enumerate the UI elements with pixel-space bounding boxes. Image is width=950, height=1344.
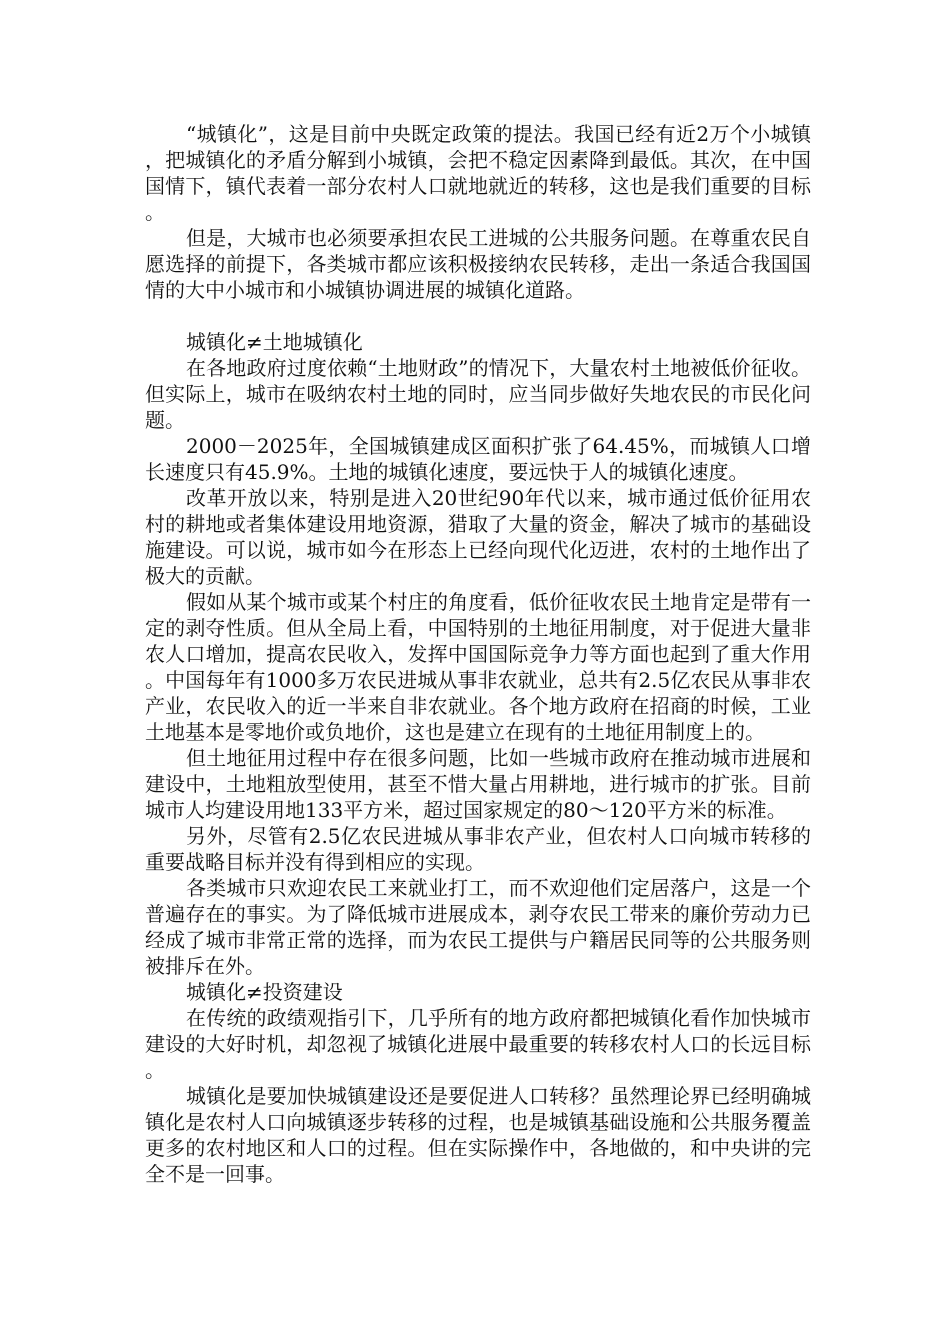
paragraph: 在各地政府过度依赖“土地财政”的情况下，大量农村土地被低价征收。但实际上，城市在吸纳农村土地的同时，应当同步做好失地农民的市民化问题。: [145, 356, 811, 432]
paragraph: 但是，大城市也必须要承担农民工进城的公共服务问题。在尊重农民自愿选择的前提下，各类城市都应该积极接纳农民转移，走出一条适合我国国情的大中小城市和小城镇协调进展的城镇化道路。: [145, 226, 811, 302]
paragraph: 各类城市只欢迎农民工来就业打工，而不欢迎他们定居落户，这是一个普遍存在的事实。为了降低城市进展成本，剥夺农民工带来的廉价劳动力已经成了城市非常正常的选择，而为农民工提供与户籍居民同等的公共服务则被排斥在外。: [145, 876, 811, 978]
paragraph: 但土地征用过程中存在很多问题，比如一些城市政府在推动城市进展和建设中，土地粗放型使用，甚至不惜大量占用耕地，进行城市的扩张。目前城市人均建设用地133平方米，超过国家规定的80～120平方米的标准。: [145, 746, 811, 822]
paragraph: 2000－2025年，全国城镇建成区面积扩张了64.45%，而城镇人口增长速度只有45.9%。土地的城镇化速度，要远快于人的城镇化速度。: [145, 434, 811, 484]
paragraph: 另外，尽管有2.5亿农民进城从事非农产业，但农村人口向城市转移的重要战略目标并没有得到相应的实现。: [145, 824, 811, 874]
paragraph: 在传统的政绩观指引下，几乎所有的地方政府都把城镇化看作加快城市建设的大好时机，却忽视了城镇化进展中最重要的转移农村人口的长远目标。: [145, 1006, 811, 1082]
paragraph: “城镇化”，这是目前中央既定政策的提法。我国已经有近2万个小城镇，把城镇化的矛盾分解到小城镇，会把不稳定因素降到最低。其次，在中国国情下，镇代表着一部分农村人口就地就近的转移，这也是我们重要的目标。: [145, 122, 811, 224]
paragraph: 假如从某个城市或某个村庄的角度看，低价征收农民土地肯定是带有一定的剥夺性质。但从全局上看，中国特别的土地征用制度，对于促进大量非农人口增加，提高农民收入，发挥中国国际竞争力等方面也起到了重大作用。中国每年有1000多万农民进城从事非农就业，总共有2.5亿农民从事非农产业，农民收入的近一半来自非农就业。各个地方政府在招商的时候，工业土地基本是零地价或负地价，这也是建立在现有的土地征用制度上的。: [145, 590, 811, 744]
section-heading: 城镇化≠投资建设: [186, 980, 343, 1004]
paragraph: 城镇化是要加快城镇建设还是要促进人口转移？虽然理论界已经明确城镇化是农村人口向城镇逐步转移的过程，也是城镇基础设施和公共服务覆盖更多的农村地区和人口的过程。但在实际操作中，各地做的，和中央讲的完全不是一回事。: [145, 1084, 811, 1186]
document-page: [145, 121, 811, 1187]
paragraph: 改革开放以来，特别是进入20世纪90年代以来，城市通过低价征用农村的耕地或者集体建设用地资源，猎取了大量的资金，解决了城市的基础设施建设。可以说，城市如今在形态上已经向现代化迈进，农村的土地作出了极大的贡献。: [145, 486, 811, 588]
paragraph-gap: [145, 303, 811, 329]
section-heading: 城镇化≠土地城镇化: [186, 330, 363, 354]
